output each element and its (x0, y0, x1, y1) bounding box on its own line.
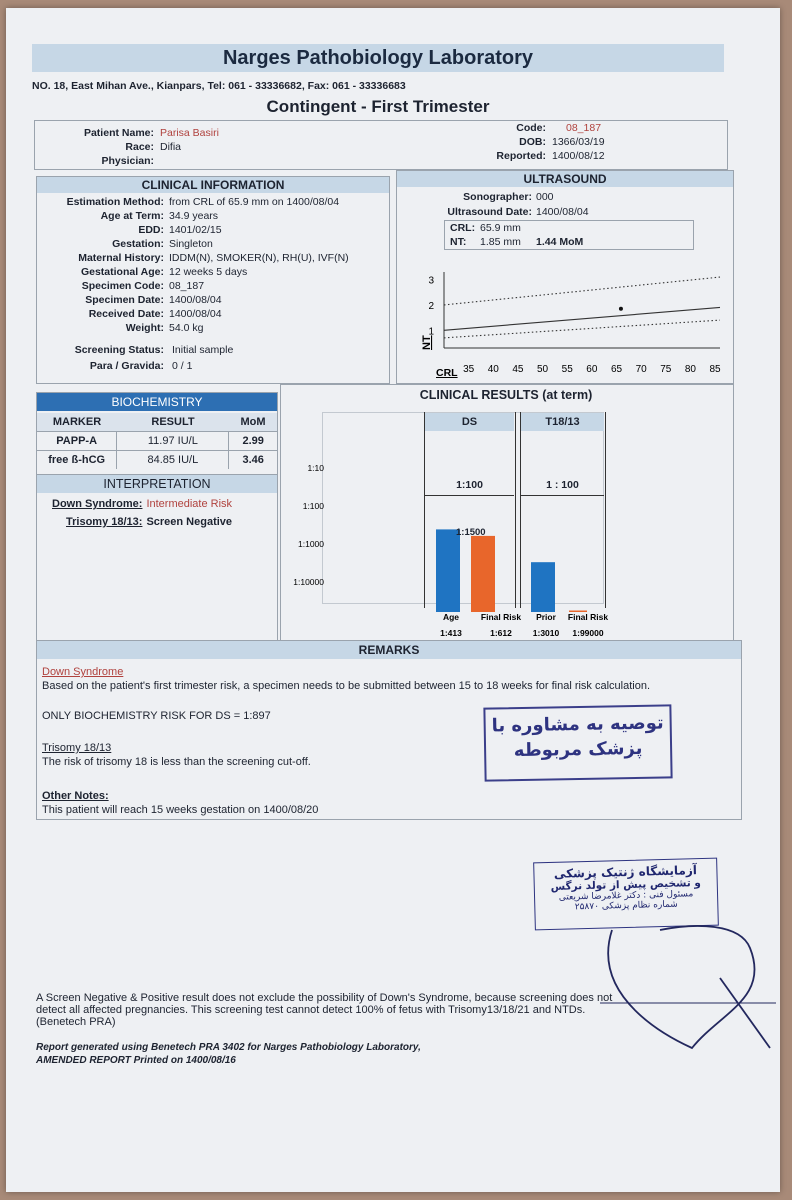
nt-row: NT: 1.85 mm 1.44 MoM (450, 236, 584, 248)
biochem-header-row: MARKER RESULT MoM (37, 413, 277, 432)
nt-y-tick: 1 (428, 326, 434, 338)
nt-x-tick: 60 (586, 364, 598, 375)
risk-bar-0 (436, 529, 460, 612)
ds-cutoff-label: 1:100 (456, 479, 483, 491)
nt-x-tick: 35 (463, 364, 475, 375)
race-value: Difia (160, 141, 182, 153)
nt-x-tick: 45 (512, 364, 524, 375)
code-label: Code: (516, 122, 546, 134)
ds-header: DS (425, 413, 514, 431)
clinical-row: Age at Term: 34.9 years (100, 210, 219, 222)
nt-series-median (444, 307, 720, 330)
clinical-info-rows (40, 196, 386, 336)
final-risk-inbar-label: 1:1500 (456, 527, 486, 538)
dob-value: 1366/03/19 (552, 136, 605, 148)
reported-label: Reported: (496, 150, 546, 162)
dob-label: DOB: (519, 136, 546, 148)
risk-bar-value: 1:3010 (532, 628, 560, 638)
risk-bar-label: Age (442, 612, 460, 622)
patient-name-label: Patient Name: (83, 127, 154, 139)
clinical-row: Weight: 54.0 kg (125, 322, 204, 334)
remarks-t18-heading: Trisomy 18/13 (42, 742, 112, 754)
t18-header: T18/13 (521, 413, 604, 431)
risk-y-tick: 1:10000 (293, 577, 324, 587)
footer-disclaimer: A Screen Negative & Positive result does not exclude the possibility of Down's Syndrome, because screening does not detect all affected pregnancies. This screening test cannot detect 100% of fetus with Trisomy13/18/21 and NTDs.(Benetech PRA) (36, 992, 613, 1028)
nt-x-label: CRL (436, 367, 458, 378)
clinical-row: Estimation Method: from CRL of 65.9 mm on 1400/08/04 (66, 196, 340, 208)
interp-t18-row: Trisomy 18/13: Screen Negative (66, 516, 233, 528)
risk-y-tick: 1:100 (302, 501, 324, 511)
risk-y-tick: 1:1000 (298, 539, 324, 549)
risk-y-tick: 1:10 (307, 463, 324, 473)
table-row: free ß-hCG 84.85 IU/L 3.46 (37, 451, 277, 469)
risk-bar-value: 1:99000 (572, 628, 604, 638)
nt-y-label: NT (421, 335, 433, 350)
para-gravida-row: Para / Gravida: 0 / 1 (89, 360, 193, 372)
footer-generated: Report generated using Benetech PRA 3402 for Narges Pathobiology Laboratory, (36, 1042, 421, 1053)
remarks-ds-heading: Down Syndrome (42, 666, 124, 678)
physician-label: Physician: (101, 155, 154, 167)
race-label: Race: (125, 141, 154, 153)
risk-bar-1 (471, 536, 495, 612)
nt-y-tick: 3 (428, 275, 434, 287)
biochem-table (37, 413, 277, 469)
biochemistry-title: BIOCHEMISTRY (37, 393, 277, 411)
patient-name: Parisa Basiri (160, 127, 219, 139)
nt-x-tick: 85 (709, 364, 721, 375)
nt-x-tick: 70 (635, 364, 647, 375)
interp-ds-row: Down Syndrome: Intermediate Risk (52, 498, 233, 510)
remarks-ds-text2: ONLY BIOCHEMISTRY RISK FOR DS = 1:897 (42, 710, 271, 722)
nt-y-tick: 2 (428, 300, 434, 312)
interpretation-title: INTERPRETATION (37, 475, 277, 493)
clinical-row: Gestational Age: 12 weeks 5 days (80, 266, 248, 278)
clinical-results-title: CLINICAL RESULTS (at term) (419, 388, 593, 402)
nt-series-upper (444, 277, 720, 305)
nt-x-tick: 65 (610, 364, 623, 375)
t18-cutoff-label: 1 : 100 (546, 479, 579, 491)
risk-chart (286, 408, 726, 638)
report-title: Contingent - First Trimester (266, 97, 490, 116)
screening-status-row: Screening Status: Initial sample (74, 344, 234, 356)
stamp-line1: توصیه به مشاوره با (491, 712, 664, 737)
reported-value: 1400/08/12 (552, 150, 605, 162)
remarks-other-text: This patient will reach 15 weeks gestation on 1400/08/20 (42, 804, 319, 816)
risk-bar-value: 1:413 (440, 628, 462, 638)
nt-x-tick: 40 (487, 364, 499, 375)
clinical-row: Maternal History: IDDM(N), SMOKER(N), RH(U), IVF(N) (78, 252, 349, 264)
risk-bar-2 (531, 562, 555, 612)
nt-series-lower (444, 320, 720, 338)
stamp-line2: پزشک مربوطه (513, 737, 643, 762)
ultrasound-title: ULTRASOUND (397, 171, 733, 187)
nt-chart (410, 264, 726, 378)
nt-x-tick: 80 (684, 364, 696, 375)
clinical-row: EDD: 1401/02/15 (138, 224, 222, 236)
sonographer-row: Sonographer: 000 (463, 191, 554, 203)
clinical-row: Received Date: 1400/08/04 (88, 308, 222, 320)
clinical-info-title: CLINICAL INFORMATION (37, 177, 389, 193)
lab-stamp: آزمایشگاه ژنتیک پزشکی و تشخیص پیش از تولد نرگس مسئول فنی : دکتر غلامرضا شریعتی شماره نظام پزشکی ۲۵۸۷۰ (533, 858, 719, 931)
nt-patient-point (619, 307, 623, 311)
lab-address: NO. 18, East Mihan Ave., Kianpars, Tel: 061 - 33336682, Fax: 061 - 33336683 (32, 80, 406, 92)
lab-name: Narges Pathobiology Laboratory (222, 47, 534, 69)
ultrasound-date-row: Ultrasound Date: 1400/08/04 (447, 206, 589, 218)
remarks-title: REMARKS (37, 641, 741, 659)
remarks-t18-text: The risk of trisomy 18 is less than the screening cut-off. (42, 756, 311, 768)
table-row: PAPP-A 11.97 IU/L 2.99 (37, 432, 277, 451)
risk-bar-value: 1:612 (490, 628, 512, 638)
crl-row: CRL: 65.9 mm (450, 222, 521, 234)
footer-amended: AMENDED REPORT Printed on 1400/08/16 (36, 1055, 236, 1066)
code-value: 08_187 (566, 122, 602, 134)
nt-x-tick: 50 (537, 364, 549, 375)
report-page (6, 8, 780, 1192)
nt-x-tick: 75 (660, 364, 672, 375)
consultation-stamp (483, 704, 672, 781)
remarks-other-heading: Other Notes: (42, 790, 109, 802)
risk-bar-label: Prior (536, 612, 556, 622)
nt-x-tick: 55 (561, 364, 573, 375)
remarks-ds-text: Based on the patient's first trimester risk, a specimen needs to be submitted between 15 to 18 weeks for final risk calculation. (42, 680, 651, 692)
signature (600, 918, 780, 1058)
clinical-row: Specimen Code: 08_187 (81, 280, 205, 292)
risk-bar-label: Final Risk (567, 612, 609, 622)
risk-bar-label: Final Risk (480, 612, 522, 622)
clinical-row: Specimen Date: 1400/08/04 (85, 294, 222, 306)
clinical-row: Gestation: Singleton (112, 238, 213, 250)
